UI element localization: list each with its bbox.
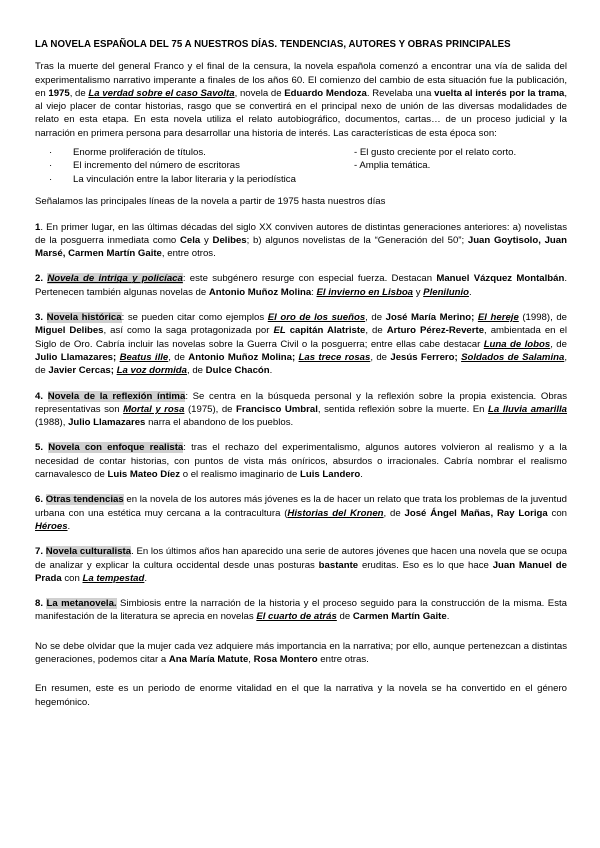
author-name: Cela: [180, 234, 201, 246]
intro-text: , novela de: [234, 87, 285, 99]
section-text: Simbiosis entre la narración de la historia y el proceso seguido para la construcción de la misma. Esta manifestación de la literatura se aprecia en novelas: [35, 598, 567, 623]
work-title: La voz dormida: [116, 365, 187, 377]
section-heading: Novela culturalista: [45, 546, 132, 558]
author-name: Delibes: [212, 234, 247, 246]
author-name: Dulce Chacón: [205, 365, 270, 377]
work-title: El hereje: [477, 312, 519, 324]
section-text: con: [61, 572, 83, 584]
section-4: [35, 390, 567, 430]
author-name: Antonio Muñoz Molina: [208, 286, 312, 298]
section-text: : se pueden citar como ejemplos: [121, 312, 268, 324]
section-8: [35, 597, 567, 624]
section-text: : este subgénero resurge con especial fuerza. Destacan: [182, 273, 437, 285]
section-number: 5.: [35, 442, 44, 454]
section-text: eruditas. Eso es lo que hace: [358, 559, 493, 571]
author-name: José Ángel Mañas, Ray Loriga: [404, 507, 548, 519]
intro-year: 1975: [48, 87, 70, 99]
author-name: Julio Llamazares: [68, 417, 146, 429]
section-6: [35, 493, 567, 533]
section-heading: La metanovela.: [46, 598, 117, 610]
section-text: o el realismo imaginario de: [180, 469, 301, 481]
section-text: , de: [168, 351, 189, 363]
work-title: Héroes: [35, 520, 68, 532]
section-text: de: [336, 611, 353, 623]
list-item: [49, 173, 354, 186]
author-name: Manuel Vázquez Montalbán: [436, 273, 565, 285]
women-paragraph: [35, 640, 567, 667]
section-text: , de: [370, 351, 391, 363]
intro-text: . Revelaba una: [366, 87, 435, 99]
work-title: Mortal y rosa: [123, 403, 185, 415]
section-text: , de: [550, 338, 567, 350]
author-name: Julio Llamazares;: [35, 351, 117, 363]
characteristics-right: [354, 146, 516, 186]
section-number: 8.: [35, 598, 44, 610]
author-name: Rosa Montero: [253, 654, 318, 666]
section-text: .: [469, 286, 472, 298]
intro-paragraph: [35, 60, 567, 140]
work-title: La lluvia amarilla: [488, 403, 568, 415]
section-text: , de: [35, 351, 567, 377]
author-name: José María Merino;: [385, 312, 475, 324]
section-text: , de: [365, 325, 387, 337]
section-text: y: [413, 286, 424, 298]
author-name: Luis Landero: [300, 469, 361, 481]
intro-work-title: La verdad sobre el caso Savolta: [88, 87, 235, 99]
section-3: [35, 311, 567, 377]
author-name: Luis Mateo Díez: [107, 469, 181, 481]
section-heading: Otras tendencias: [45, 494, 124, 506]
section-heading: Novela con enfoque realista: [48, 442, 184, 454]
section-text: .: [269, 365, 273, 377]
characteristics-left: [49, 146, 354, 186]
author-name: Arturo Pérez-Reverte: [386, 325, 485, 337]
characteristics-list: [35, 146, 567, 186]
author-name: Ana María Matute: [168, 654, 249, 666]
section-text: , sentida reflexión sobre la muerte. En: [317, 403, 489, 415]
bullet-dot: ·: [49, 173, 53, 185]
section-text: , de: [365, 312, 386, 324]
bold-word: bastante: [318, 559, 359, 571]
section-number: 1: [35, 221, 41, 233]
section-text: , de: [187, 365, 206, 377]
work-title: capitán Alatriste: [289, 325, 366, 337]
section-heading: Novela histórica: [46, 312, 122, 324]
section-number: 6.: [35, 494, 44, 506]
section-number: 7.: [35, 546, 44, 558]
section-text: , así como la saga protagonizada por: [103, 325, 274, 337]
document-title: LA NOVELA ESPAÑOLA DEL 75 A NUESTROS DÍAS. TENDENCIAS, AUTORES Y OBRAS PRINCIPALES: [35, 39, 511, 50]
author-name: Jesús Ferrero;: [390, 351, 458, 363]
section-text: , entre otros.: [161, 248, 216, 260]
work-title: Luna de lobos: [483, 338, 551, 350]
section-5: [35, 441, 567, 481]
section-1: [35, 221, 567, 261]
paragraph-text: entre otras.: [317, 654, 369, 666]
section-text: .: [360, 469, 363, 481]
section-text: en la novela de los autores más jóvenes es la de hacer un relato que trata los problemas de la juventud urbana con una estética muy cercana a la contracultura (: [35, 494, 567, 519]
list-item-text: El incremento del número de escritoras: [73, 160, 240, 172]
section-text: (1998), de: [518, 312, 567, 324]
section-text: narra el abandono de los pueblos.: [145, 417, 294, 429]
section-text: y: [200, 234, 213, 246]
intro-text: , de: [69, 87, 89, 99]
work-title: El oro de los sueños: [267, 312, 366, 324]
work-title: La tempestad: [82, 572, 145, 584]
section-text: : tras el rechazo del experimentalismo, algunos autores volvieron al realismo y a la necesidad de contar historias, con puntos de vista más oníricos, absurdos o irracionales. Cabría nombrar el realismo carnavalesco de: [35, 442, 568, 481]
work-title: Historias del Kronen: [287, 507, 384, 519]
summary-paragraph: En resumen, este es un periodo de enorme vitalidad en el que la narrativa y la novela se ha convertido en el género hegemónico.: [35, 683, 567, 708]
intro-text: , al viejo placer de contar historias, rasgo que se convertirá en el principal nexo de unión de las diversas modalidades de relato en esta etapa. En esta novela utiliza el relato autobiográfico, documentos, cartas… de un proceso judicial y la narración en primera persona para desarrollar una historia de interés. Las características de esta época son:: [35, 87, 567, 139]
work-title: El cuarto de atrás: [256, 611, 337, 623]
section-text: . En primer lugar, en las últimas décadas del siglo XX conviven autores de distintas generaciones anteriores: a) novelistas de la posguerra inmediata como: [35, 221, 567, 246]
section-text: (1988),: [35, 417, 69, 429]
section-text: .: [144, 572, 148, 584]
author-name: Juan Manuel de Prada: [35, 559, 568, 584]
section-number: 2.: [35, 273, 44, 285]
list-item: - El gusto creciente por el relato corto.: [354, 147, 517, 159]
work-title: Las trece rosas: [298, 351, 371, 363]
author-name: Carmen Martín Gaite: [352, 611, 447, 623]
work-title: EL: [273, 325, 286, 337]
author-name: Francisco Umbral: [236, 403, 318, 415]
paragraph-text: ,: [248, 654, 254, 666]
intro-bold-phrase: vuelta al interés por la trama: [434, 87, 565, 99]
work-title: Soldados de Salamina: [461, 351, 565, 363]
work-title: Beatus ille: [119, 351, 169, 363]
bullet-dot: ·: [49, 147, 53, 159]
section-text: . En los últimos años han aparecido una serie de autores jóvenes que hacen una novela que se ocupa de analizar y explicar la cultura occidental desde unas posturas: [35, 546, 568, 571]
work-title: El invierno en Lisboa: [316, 286, 414, 298]
section-heading: Novela de intriga y policíaca: [47, 273, 183, 285]
bullet-dot: ·: [49, 160, 53, 172]
section-text: .: [67, 520, 71, 532]
lines-intro: Señalamos las principales líneas de la novela a partir de 1975 hasta nuestros días: [35, 196, 386, 208]
list-item: - Amplia temática.: [354, 160, 431, 172]
author-name: Antonio Muñoz Molina;: [188, 351, 296, 363]
list-item-text: La vinculación entre la labor literaria y la periodística: [73, 173, 296, 185]
section-heading: Novela de la reflexión íntima: [47, 390, 186, 402]
list-item-text: Enorme proliferación de títulos.: [73, 147, 206, 159]
author-name: Javier Cercas;: [48, 365, 114, 377]
section-number: 4.: [35, 390, 44, 402]
section-text: : Se centra en la búsqueda personal y la reflexión sobre la propia existencia. Obras representativas son: [35, 390, 568, 415]
work-title: Plenilunio: [423, 286, 470, 298]
section-7: [35, 545, 567, 585]
section-text: (1975), de: [184, 403, 237, 415]
section-text: con: [547, 507, 567, 519]
author-name: Miguel Delibes: [35, 325, 104, 337]
paragraph-text: No se debe olvidar que la mujer cada vez adquiere más importancia en la narrativa; por ello, aunque pertenezcan a distintas generaciones, podemos citar a: [35, 640, 567, 666]
section-text: :: [311, 286, 317, 298]
section-2: [35, 272, 567, 299]
section-text: . Pertenecen también algunas novelas de: [35, 273, 568, 298]
intro-author: Eduardo Mendoza: [284, 87, 367, 99]
section-text: ; b) algunos novelistas de la “Generación del 50”;: [246, 234, 468, 246]
section-text: .: [446, 611, 450, 623]
list-item: [49, 159, 354, 172]
intro-text: Tras la muerte del general Franco y el final de la censura, la novela española comenzó a encontrar una vía de salida del experimentalismo narrativo imperante a finales de los años 60. El comienzo del cambio de esta situación fue la publicación, en: [35, 61, 567, 99]
section-text: , de: [383, 507, 405, 519]
author-name: Juan Goytisolo, Juan Marsé, Carmen Martín Gaite: [35, 234, 567, 260]
section-text: , ambientada en el Siglo de Oro. Cabría incluir las novelas sobre la Guerra Civil o la posguerra; entre ellas cabe destacar: [35, 325, 567, 350]
list-item: [49, 146, 354, 159]
section-number: 3.: [35, 312, 44, 324]
